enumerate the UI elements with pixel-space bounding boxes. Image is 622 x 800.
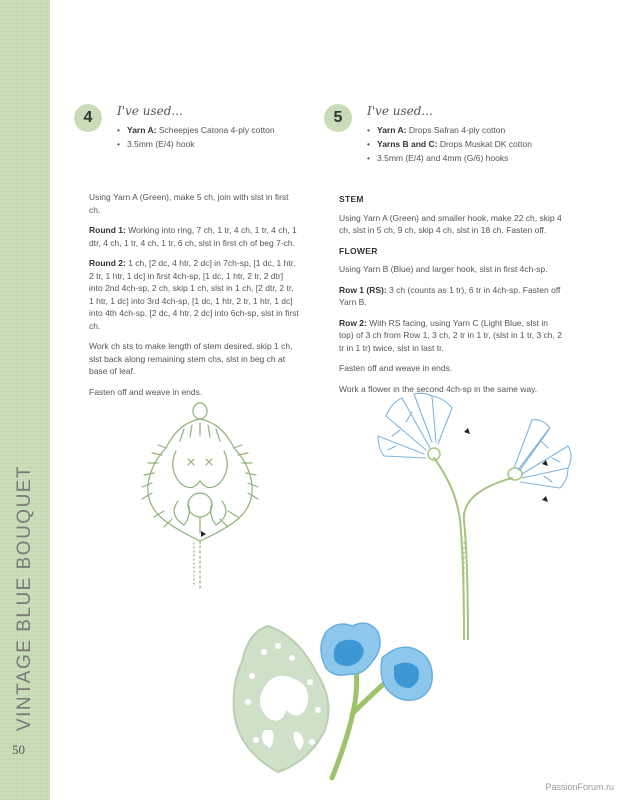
list-item: • Yarn A: Drops Safran 4-ply cotton	[367, 123, 587, 137]
flower-crochet-chart	[372, 392, 582, 640]
page-number: 50	[12, 742, 25, 757]
list-item: • Yarns B and C: Drops Muskat DK cotton	[367, 137, 587, 151]
flower-instructions	[339, 191, 564, 403]
flower-row-1: Row 1 (RS): 3 ch (counts as 1 tr), 6 tr in 4ch-sp. Fasten off Yarn B.	[339, 284, 561, 307]
step-5-used-title: I've used...	[367, 104, 433, 118]
step-5-materials-list	[367, 123, 587, 165]
stem-text: Using Yarn A (Green) and smaller hook, make 22 ch, skip 4 ch, slst in 5 ch, 9 ch, skip 4 ch, slst in 18 ch. Fasten off.	[339, 212, 562, 235]
leaf-round-1: Round 1: Working into ring, 7 ch, 1 tr, 4 ch, 1 tr, 4 ch, 1 dtr, 4 ch, 1 tr, 4 ch, 1 tr, 6 ch, slst in first ch of beg 7-ch.	[89, 225, 297, 248]
step-5-materials	[367, 104, 587, 165]
step-4-materials-list	[117, 123, 307, 151]
step-5-badge: 5	[324, 104, 352, 132]
flower-text: Using Yarn B (Blue) and larger hook, slst in first 4ch-sp.	[339, 264, 548, 274]
flower-second: Work a flower in the second 4ch-sp in the same way.	[339, 383, 538, 394]
list-item: • 3.5mm (E/4) hook	[117, 137, 307, 151]
leaf-fasten: Fasten off and weave in ends.	[89, 386, 203, 397]
side-title: VINTAGE BLUE BOUQUET	[14, 464, 35, 732]
leaf-round-2: Round 2: 1 ch, [2 dc, 4 htr, 2 dc] in 7ch-sp, [1 dc, 1 htr, 2 tr, 1 htr, 1 dc] in first 4ch-sp, [1 dc, 1 htr, 2 tr, 2 dtr] into 2nd 4ch-sp, 2 ch, skip 1 ch, slst in 1 ch, [2 dtr, 2 tr, 1 htr, 1 dc] into 3rd 4ch-sp, [1 dc, 1 htr, 2 tr, 1 htr, 1 dc] into 4th 4ch-sp, [2 dc, 4 htr, 2 dc] into 6ch-sp, slst in first ch.	[89, 258, 299, 331]
stem-heading: STEM	[339, 194, 364, 204]
step-4-badge: 4	[74, 104, 102, 132]
leaf-instructions	[89, 191, 299, 406]
watermark: PassionForum.ru	[545, 782, 614, 792]
list-item: • 3.5mm (E/4) and 4mm (G/6) hooks	[367, 151, 587, 165]
list-item: • Yarn A: Scheepjes Catona 4-ply cotton	[117, 123, 307, 137]
flower-heading: FLOWER	[339, 245, 378, 256]
flower-fasten: Fasten off and weave in ends.	[339, 363, 453, 373]
leaf-intro: Using Yarn A (Green), make 5 ch, join with slst in first ch.	[89, 192, 289, 215]
leaf-crochet-chart	[128, 393, 278, 593]
flower-row-2: Row 2: With RS facing, using Yarn C (Light Blue, slst in top) of 3 ch from Row 1, 3 ch, 2 tr in 1 tr, (slst in 1 tr, 3 ch, 2 tr in 1 tr) twice, slst in last tr.	[339, 317, 562, 353]
step-4-materials	[117, 104, 307, 151]
step-4-used-title: I've used...	[117, 104, 183, 118]
leaf-stem: Work ch sts to make length of stem desired, skip 1 ch, slst back along remaining stem chs, slst in beg ch at base of leaf.	[89, 341, 293, 376]
flower-photo	[312, 618, 444, 782]
